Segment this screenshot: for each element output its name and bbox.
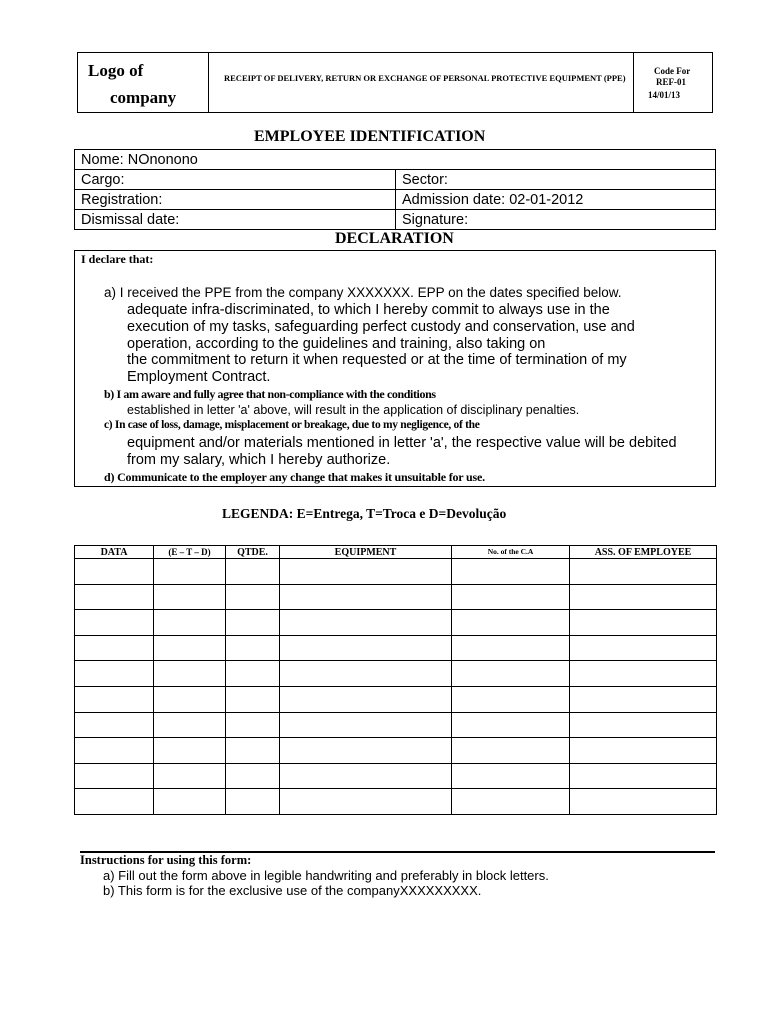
- table-cell[interactable]: [75, 738, 154, 764]
- declaration-b-line2: established in letter 'a' above, will result in the application of disciplinary penalties.: [127, 403, 580, 417]
- form-code-label: Code For: [654, 66, 691, 76]
- table-cell[interactable]: [452, 686, 570, 712]
- equipment-table: [74, 545, 717, 815]
- table-row: [75, 661, 717, 687]
- declaration-c-line2: equipment and/or materials mentioned in letter 'a', the respective value will be debited: [127, 435, 677, 451]
- table-cell[interactable]: [226, 610, 280, 636]
- name-field[interactable]: Nome: NOnonono: [75, 150, 716, 170]
- form-title: RECEIPT OF DELIVERY, RETURN OR EXCHANGE OF PERSONAL PROTECTIVE EQUIPMENT (PPE): [224, 73, 626, 83]
- table-row: [75, 686, 717, 712]
- table-cell[interactable]: [280, 686, 452, 712]
- logo-text-line1: Logo of: [88, 61, 144, 80]
- instructions-title: Instructions for using this form:: [80, 853, 252, 867]
- table-cell[interactable]: [75, 635, 154, 661]
- legend-text: LEGENDA: E=Entrega, T=Troca e D=Devolução: [222, 506, 507, 521]
- column-header-employee-signature: ASS. OF EMPLOYEE: [570, 546, 717, 559]
- registration-field[interactable]: Registration:: [75, 190, 396, 210]
- table-cell[interactable]: [226, 661, 280, 687]
- table-cell[interactable]: [570, 635, 717, 661]
- table-cell[interactable]: [75, 686, 154, 712]
- table-cell[interactable]: [452, 584, 570, 610]
- table-cell[interactable]: [154, 610, 226, 636]
- table-cell[interactable]: [280, 738, 452, 764]
- table-cell[interactable]: [75, 661, 154, 687]
- table-cell[interactable]: [452, 738, 570, 764]
- dismissal-date-field[interactable]: Dismissal date:: [75, 210, 396, 230]
- table-cell[interactable]: [570, 559, 717, 585]
- table-cell[interactable]: [75, 789, 154, 815]
- table-row: [75, 789, 717, 815]
- table-cell[interactable]: [226, 635, 280, 661]
- table-row: [75, 559, 717, 585]
- table-row: [75, 738, 717, 764]
- table-cell[interactable]: [154, 635, 226, 661]
- table-cell[interactable]: [452, 789, 570, 815]
- declaration-a-line6: Employment Contract.: [127, 369, 271, 385]
- declaration-c-line3: from my salary, which I hereby authorize.: [127, 452, 391, 468]
- column-header-ca-number: No. of the C.A: [452, 546, 570, 559]
- declaration-d-line1: d) Communicate to the employer any change that makes it unsuitable for use.: [104, 470, 485, 484]
- declaration-intro: I declare that:: [81, 252, 154, 266]
- form-code-value: REF-01: [656, 77, 686, 87]
- table-cell[interactable]: [75, 584, 154, 610]
- form-header: [77, 52, 713, 113]
- declaration-a-line4: operation, according to the guidelines and training, also taking on: [127, 336, 546, 352]
- table-cell[interactable]: [154, 789, 226, 815]
- table-cell[interactable]: [452, 635, 570, 661]
- declaration-a-line2: adequate infra-discriminated, to which I hereby commit to always use in the: [127, 302, 610, 318]
- table-cell[interactable]: [452, 661, 570, 687]
- table-cell[interactable]: [570, 584, 717, 610]
- table-cell[interactable]: [226, 763, 280, 789]
- form-code-box: [633, 53, 713, 112]
- form-code-date: 14/01/13: [648, 90, 681, 100]
- table-cell[interactable]: [75, 559, 154, 585]
- table-cell[interactable]: [226, 738, 280, 764]
- table-cell[interactable]: [570, 738, 717, 764]
- declaration-a-line3: execution of my tasks, safeguarding perfect custody and conservation, use and: [127, 319, 635, 335]
- column-header-data: DATA: [75, 546, 154, 559]
- table-cell[interactable]: [452, 763, 570, 789]
- cargo-field[interactable]: Cargo:: [75, 170, 396, 190]
- logo-text-line2: company: [110, 88, 177, 107]
- instruction-a: a) Fill out the form above in legible handwriting and preferably in block letters.: [103, 868, 549, 883]
- table-cell[interactable]: [452, 610, 570, 636]
- declaration-b-line1: b) I am aware and fully agree that non-compliance with the conditions: [104, 387, 436, 401]
- table-cell[interactable]: [226, 686, 280, 712]
- table-row: [75, 635, 717, 661]
- table-cell[interactable]: [154, 763, 226, 789]
- table-cell[interactable]: [280, 763, 452, 789]
- table-cell[interactable]: [75, 763, 154, 789]
- declaration-a-line5: the commitment to return it when requested or at the time of termination of my: [127, 352, 627, 368]
- table-cell[interactable]: [570, 610, 717, 636]
- table-cell[interactable]: [75, 610, 154, 636]
- identification-table: [74, 149, 716, 230]
- table-cell[interactable]: [280, 712, 452, 738]
- table-cell[interactable]: [280, 559, 452, 585]
- admission-date-field[interactable]: Admission date: 02-01-2012: [396, 190, 716, 210]
- identification-title: EMPLOYEE IDENTIFICATION: [254, 128, 486, 145]
- table-cell[interactable]: [226, 559, 280, 585]
- sector-field[interactable]: Sector:: [396, 170, 716, 190]
- signature-field[interactable]: Signature:: [396, 210, 716, 230]
- table-cell[interactable]: [570, 686, 717, 712]
- table-cell[interactable]: [452, 559, 570, 585]
- column-header-equipment: EQUIPMENT: [280, 546, 452, 559]
- table-row: [75, 712, 717, 738]
- instruction-b: b) This form is for the exclusive use of the companyXXXXXXXXX.: [103, 883, 482, 898]
- column-header-type: (E – T – D): [154, 546, 226, 559]
- declaration-a-line1: a) I received the PPE from the company XXXXXXX. EPP on the dates specified below.: [104, 285, 622, 300]
- table-cell[interactable]: [570, 763, 717, 789]
- table-cell[interactable]: [570, 661, 717, 687]
- table-cell[interactable]: [570, 712, 717, 738]
- table-cell[interactable]: [75, 712, 154, 738]
- table-row: [75, 584, 717, 610]
- declaration-box: [74, 250, 716, 487]
- table-cell[interactable]: [226, 712, 280, 738]
- table-row: [75, 763, 717, 789]
- declaration-c-line1: c) In case of loss, damage, misplacement or breakage, due to my negligence, of the: [104, 419, 480, 431]
- table-cell[interactable]: [154, 686, 226, 712]
- table-row: [75, 610, 717, 636]
- table-cell[interactable]: [280, 789, 452, 815]
- table-cell[interactable]: [154, 559, 226, 585]
- table-cell[interactable]: [452, 712, 570, 738]
- table-cell[interactable]: [154, 584, 226, 610]
- table-cell[interactable]: [154, 738, 226, 764]
- table-cell[interactable]: [280, 584, 452, 610]
- column-header-quantity: QTDE.: [226, 546, 280, 559]
- table-cell[interactable]: [280, 635, 452, 661]
- company-logo-placeholder: [78, 53, 209, 112]
- table-cell[interactable]: [570, 789, 717, 815]
- declaration-title: DECLARATION: [335, 230, 454, 247]
- table-cell[interactable]: [154, 712, 226, 738]
- table-header-row: [75, 546, 717, 559]
- table-cell[interactable]: [280, 661, 452, 687]
- table-cell[interactable]: [226, 584, 280, 610]
- table-cell[interactable]: [280, 610, 452, 636]
- table-cell[interactable]: [154, 661, 226, 687]
- table-cell[interactable]: [226, 789, 280, 815]
